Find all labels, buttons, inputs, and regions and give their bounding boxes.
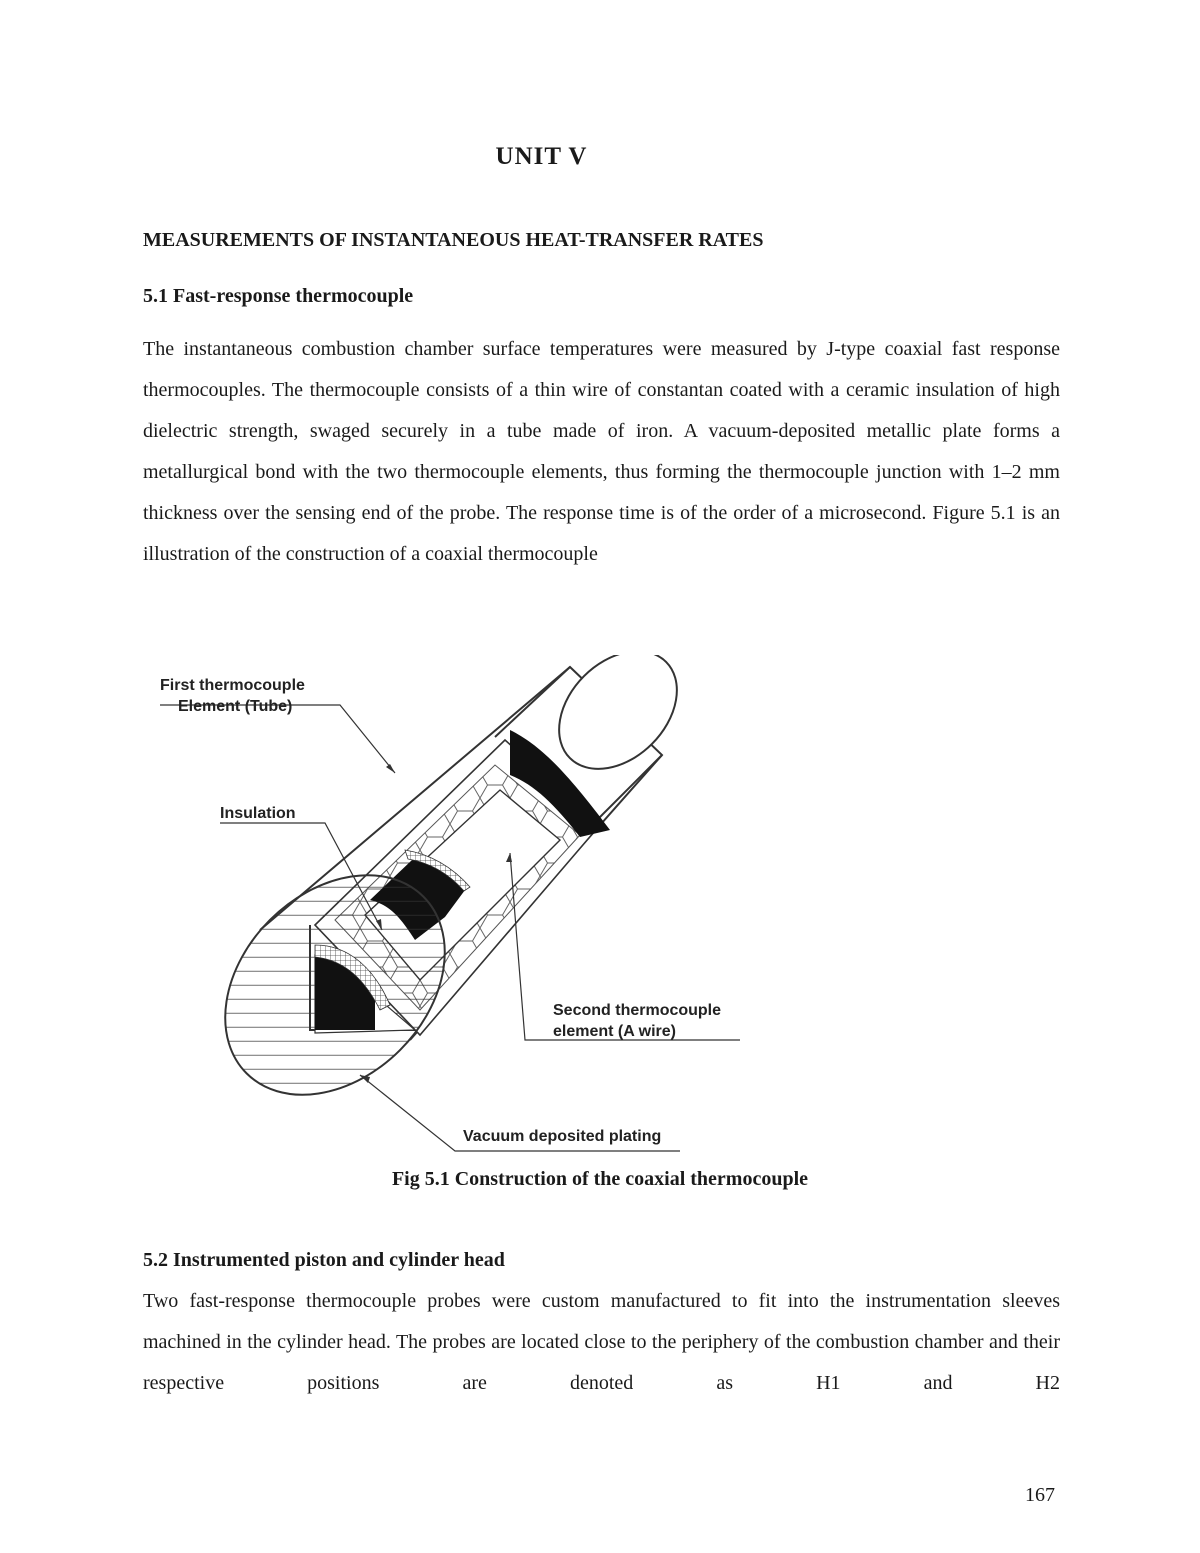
section-2-paragraph: Two fast-response thermocouple probes were custom manufactured to fit into the instrumentation sleeves machined in the cylinder head. The probes are located close to the periphery of the combustion chamber and their respective positions are denoted as H1 and H2 xyxy=(143,1290,1060,1394)
main-heading: MEASUREMENTS OF INSTANTANEOUS HEAT-TRANSFER RATES xyxy=(143,229,764,251)
coaxial-thermocouple-figure xyxy=(150,655,750,1155)
label-wire-line1: Second thermocouple xyxy=(553,1002,722,1019)
section-2-heading: 5.2 Instrumented piston and cylinder head xyxy=(143,1249,505,1271)
section-1-heading: 5.1 Fast-response thermocouple xyxy=(143,285,414,307)
label-wire-line2: element (A wire) xyxy=(553,1023,676,1040)
label-plating: Vacuum deposited plating xyxy=(463,1128,662,1145)
page-number: 167 xyxy=(1025,1484,1055,1506)
section-1-paragraph: The instantaneous combustion chamber surface temperatures were measured by J-type coaxial fast response thermocouples. The thermocouple consists of a thin wire of constantan coated with a ceramic insulation of high dielectric strength, swaged securely in a tube made of iron. A vacuum-deposited metallic plate forms a metallurgical bond with the two thermocouple elements, thus forming the thermocouple junction with 1–2 mm thickness over the sensing end of the probe. The response time is of the order of a microsecond. Figure 5.1 is an illustration of the construction of a coaxial thermocouple xyxy=(143,338,1060,565)
label-tube-line2: Element (Tube) xyxy=(178,698,293,715)
figure-caption: Fig 5.1 Construction of the coaxial thermocouple xyxy=(391,1168,809,1190)
label-insulation: Insulation xyxy=(220,805,296,822)
label-tube-line1: First thermocouple xyxy=(160,677,305,694)
unit-title: UNIT V xyxy=(495,143,588,170)
